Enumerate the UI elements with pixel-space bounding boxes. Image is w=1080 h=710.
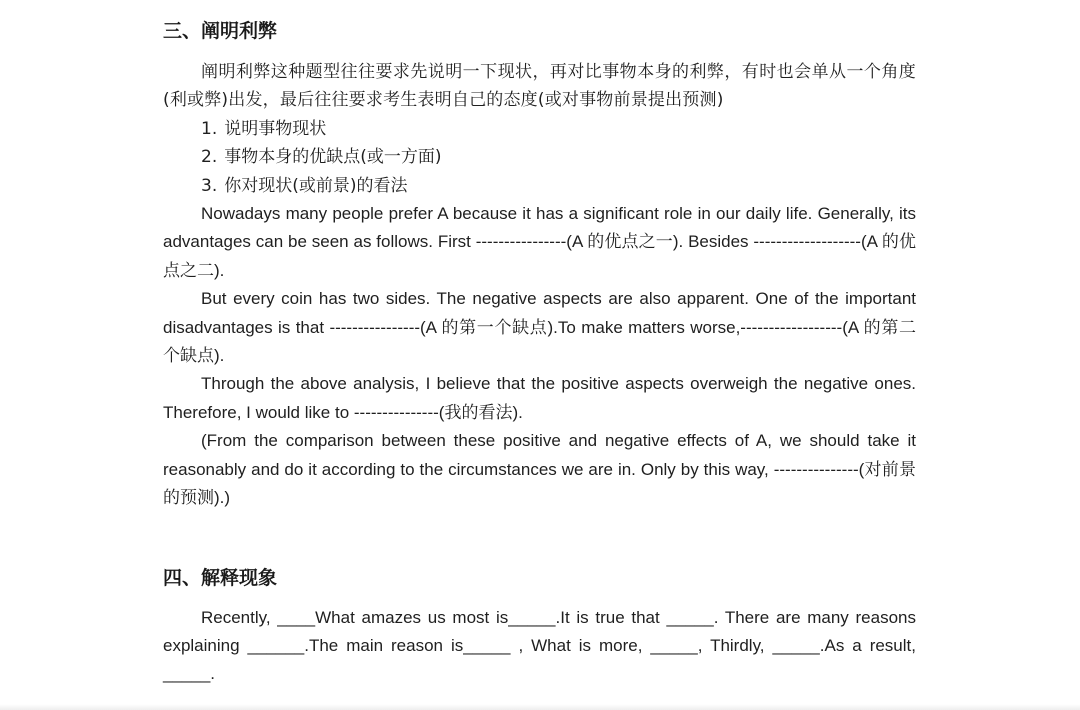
section-4-paragraph: Recently, ____What amazes us most is_____.It is true that _____. There are many reasons explaining ______.The main reason is_____ , What is more, _____, Thirdly, _____.As a result, _____.: [163, 607, 916, 684]
section-3-steps: [163, 115, 916, 200]
section-3-intro: 阐明利弊这种题型往往要求先说明一下现状，再对比事物本身的利弊，有时也会单从一个角度(利或弊)出发，最后往往要求考生表明自己的态度(或对事物前景提出预测): [163, 62, 916, 111]
section-3-title: 三、阐明利弊: [163, 20, 278, 42]
step-item: 2. 事物本身的优缺点(或一方面): [201, 147, 442, 168]
template-paragraph-opinion: Through the above analysis, I believe that the positive aspects overweigh the negative ones. Therefore, I would like to ---------------(我的看法).: [163, 374, 916, 422]
template-paragraph-prediction: (From the comparison between these positive and negative effects of A, we should take it reasonably and do it according to the circumstances we are in. Only by this way, ---------------(对前景的预测).): [163, 431, 916, 508]
step-item: 1. 说明事物现状: [201, 118, 327, 139]
template-paragraph-advantages: Nowadays many people prefer A because it has a significant role in our daily life. Generally, its advantages can be seen as follows. First ----------------(A 的优点之一). Besides -------------------(A 的优点之二).: [163, 204, 916, 280]
template-paragraph-disadvantages: But every coin has two sides. The negative aspects are also apparent. One of the important disadvantages is that ----------------(A 的第一个缺点).To make matters worse,------------------(A 的第二个缺点).: [163, 289, 916, 366]
document-content: [163, 15, 916, 689]
section-4-title: 四、解释现象: [163, 566, 278, 589]
page-bottom-edge: [0, 704, 1080, 710]
step-item: 3. 你对现状(或前景)的看法: [201, 175, 408, 196]
